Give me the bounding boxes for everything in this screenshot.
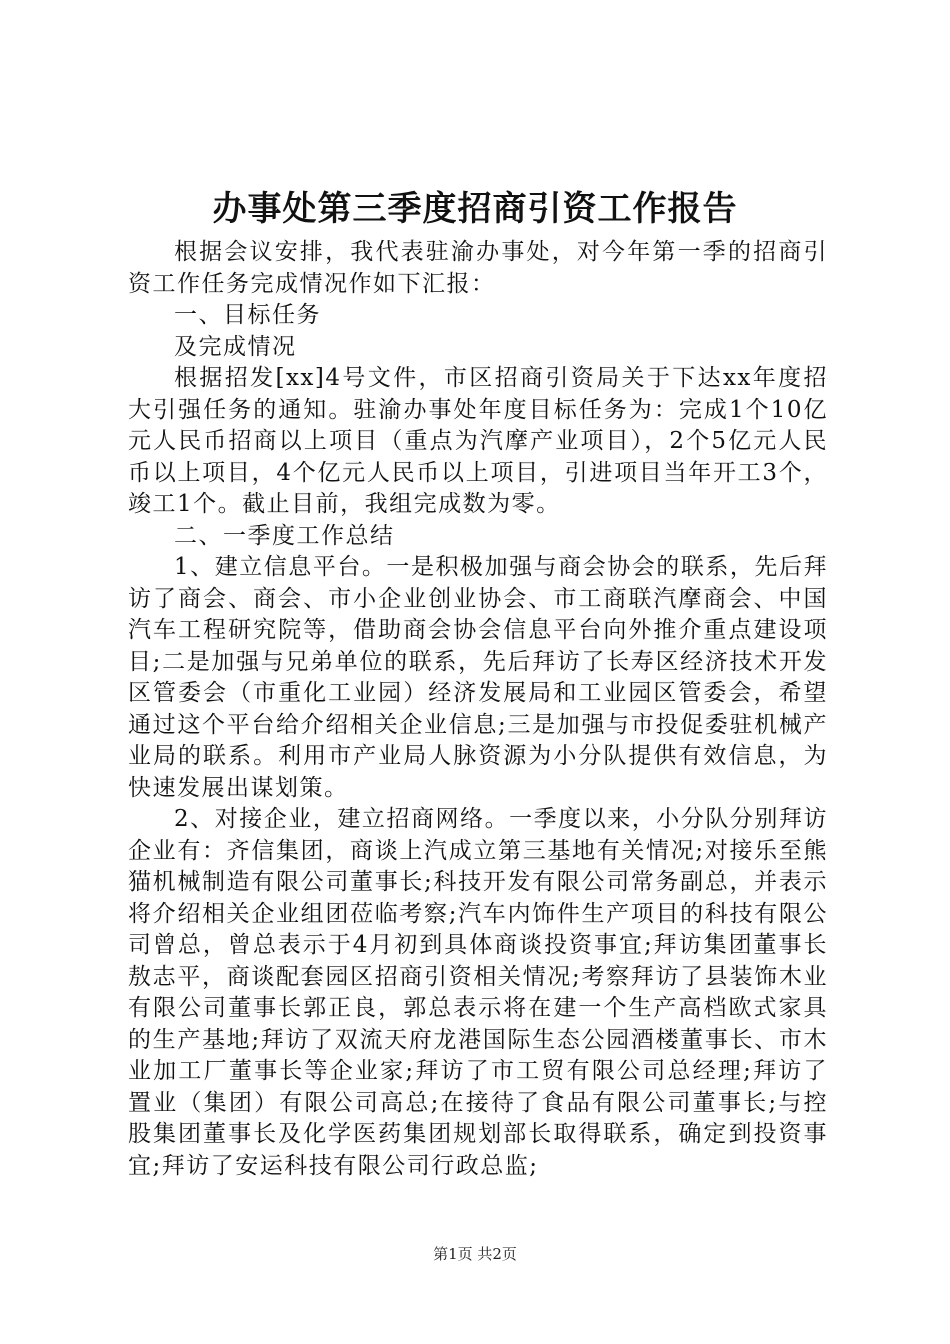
document-body: [128, 237, 828, 1182]
paragraph-enterprise-network: 2、对接企业，建立招商网络。一季度以来，小分队分别拜访企业有：齐信集团，商谈上汽成立第三基地有关情况;对接乐至熊猫机械制造有限公司董事长;科技开发有限公司常务副总，并表示将介绍相关企业组团莅临考察;汽车内饰件生产项目的科技有限公司曾总，曾总表示于4月初到具体商谈投资事宜;拜访集团董事长敖志平，商谈配套园区招商引资相关情况;考察拜访了县装饰木业有限公司董事长郭正良，郭总表示将在建一个生产高档欧式家具的生产基地;拜访了双流天府龙港国际生态公园酒楼董事长、市木业加工厂董事长等企业家;拜访了市工贸有限公司总经理;拜访了置业（集团）有限公司高总;在接待了食品有限公司董事长;与控股集团董事长及化学医药集团规划部长取得联系，确定到投资事宜;拜访了安运科技有限公司行政总监;: [128, 806, 828, 1179]
paragraph-intro: 根据会议安排，我代表驻渝办事处，对今年第一季的招商引资工作任务完成情况作如下汇报：: [128, 239, 828, 297]
heading-completion: 及完成情况: [174, 333, 297, 360]
heading-summary: 二、一季度工作总结: [174, 522, 395, 549]
page-footer: 第1页 共2页: [433, 1245, 517, 1263]
heading-target-tasks: 一、目标任务: [174, 302, 321, 328]
document-title: 办事处第三季度招商引资工作报告: [212, 189, 738, 229]
paragraph-targets: 根据招发[xx]4号文件，市区招商引资局关于下达xx年度招大引强任务的通知。驻渝办事处年度目标任务为：完成1个10亿元人民币招商以上项目（重点为汽摩产业项目），2个5亿元人民币以上项目，4个亿元人民币以上项目，引进项目当年开工3个，竣工1个。截止目前，我组完成数为零。: [128, 365, 828, 517]
paragraph-info-platform: 1、建立信息平台。一是积极加强与商会协会的联系，先后拜访了商会、商会、市小企业创业协会、市工商联汽摩商会、中国汽车工程研究院等，借助商会协会信息平台向外推介重点建设项目;二是加强与兄弟单位的联系，先后拜访了长寿区经济技术开发区管委会（市重化工业园）经济发展局和工业园区管委会，希望通过这个平台给介绍相关企业信息;三是加强与市投促委驻机械产业局的联系。利用市产业局人脉资源为小分队提供有效信息，为快速发展出谋划策。: [128, 554, 828, 801]
